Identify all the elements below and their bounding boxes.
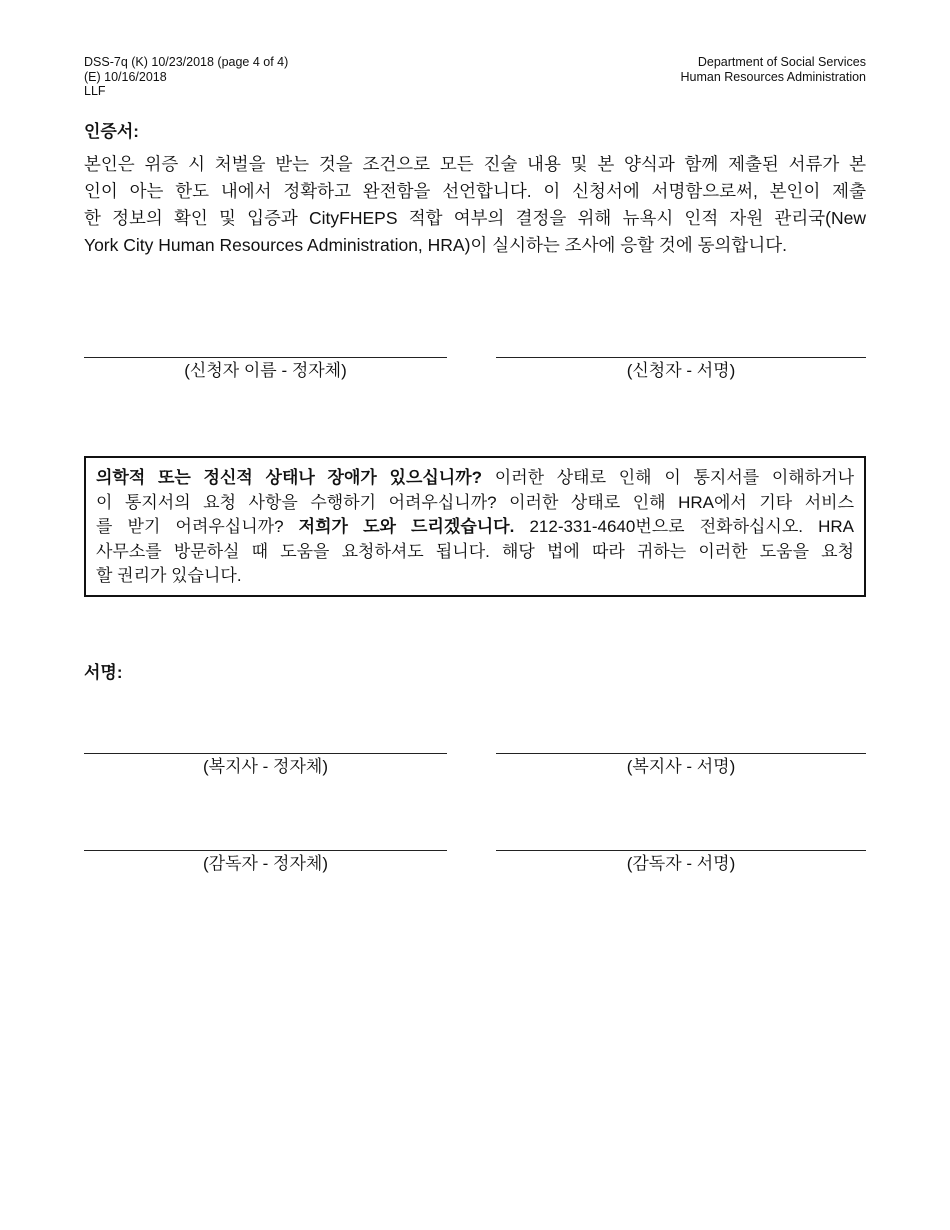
department-name: Department of Social Services xyxy=(697,55,866,69)
applicant-name-caption: (신청자 이름 - 정자체) xyxy=(184,361,347,380)
form-english-date: (E) 10/16/2018 xyxy=(84,69,167,84)
applicant-signature-line[interactable] xyxy=(496,357,866,358)
notice-line: 이 통지서의 요청 사항을 수행하기 어려우십니까? 이러한 상태로 인해 HRA에서 기타 서비스 xyxy=(96,492,854,512)
notice-line: 사무소를 방문하실 때 도움을 요청하셔도 됩니다. 해당 법에 따라 귀하는 이러한 도움을 요청 xyxy=(96,541,854,561)
signatures-heading: 서명: xyxy=(84,663,123,682)
notice-line xyxy=(96,466,854,491)
caseworker-name-caption: (복지사 - 정자체) xyxy=(203,757,328,776)
certification-line: York City Human Resources Administration, HRA)이 실시하는 조사에 응할 것에 동의합니다. xyxy=(84,235,787,255)
form-id: DSS-7q (K) 10/23/2018 (page 4 of 4) xyxy=(84,55,289,69)
caseworker-signature-line[interactable] xyxy=(496,753,866,754)
administration-name: Human Resources Administration xyxy=(680,69,866,84)
certification-heading: 인증서: xyxy=(84,122,139,141)
supervisor-signature-caption: (감독자 - 서명) xyxy=(626,854,736,873)
certification-line: 한 정보의 확인 및 입증과 CityFHEPS 적합 여부의 결정을 위해 뉴욕시 인적 자원 관리국(New xyxy=(84,208,866,228)
agency-block xyxy=(681,55,867,84)
accommodation-notice-box xyxy=(84,456,866,597)
notice-line: 할 권리가 있습니다. xyxy=(96,566,242,585)
notice-phone-text: 212-331-4640번으로 전화하십시오. HRA xyxy=(514,517,855,536)
form-id-block xyxy=(84,55,288,99)
notice-line-rest: 이러한 상태로 인해 이 통지서를 이해하거나 xyxy=(482,468,854,487)
notice-line xyxy=(96,515,854,540)
applicant-signature-caption: (신청자 - 서명) xyxy=(626,361,736,380)
notice-line-start: 를 받기 어려우십니까? xyxy=(96,517,299,536)
notice-help-offer: 저희가 도와 드리겠습니다. xyxy=(298,517,515,536)
applicant-name-line[interactable] xyxy=(84,357,447,358)
supervisor-signature-line[interactable] xyxy=(496,850,866,851)
caseworker-name-line[interactable] xyxy=(84,753,447,754)
certification-line: 본인은 위증 시 처벌을 받는 것을 조건으로 모든 진술 내용 및 본 양식과 함께 제출된 서류가 본 xyxy=(84,154,866,174)
form-code: LLF xyxy=(84,84,106,98)
supervisor-name-caption: (감독자 - 정자체) xyxy=(203,854,328,873)
caseworker-signature-caption: (복지사 - 서명) xyxy=(626,757,736,776)
certification-paragraph xyxy=(84,151,866,259)
accommodation-notice-text xyxy=(96,466,854,589)
supervisor-name-line[interactable] xyxy=(84,850,447,851)
notice-question: 의학적 또는 정신적 상태나 장애가 있으십니까? xyxy=(96,468,483,487)
certification-line: 인이 아는 한도 내에서 정확하고 완전함을 선언합니다. 이 신청서에 서명함으로써, 본인이 제출 xyxy=(84,181,866,201)
